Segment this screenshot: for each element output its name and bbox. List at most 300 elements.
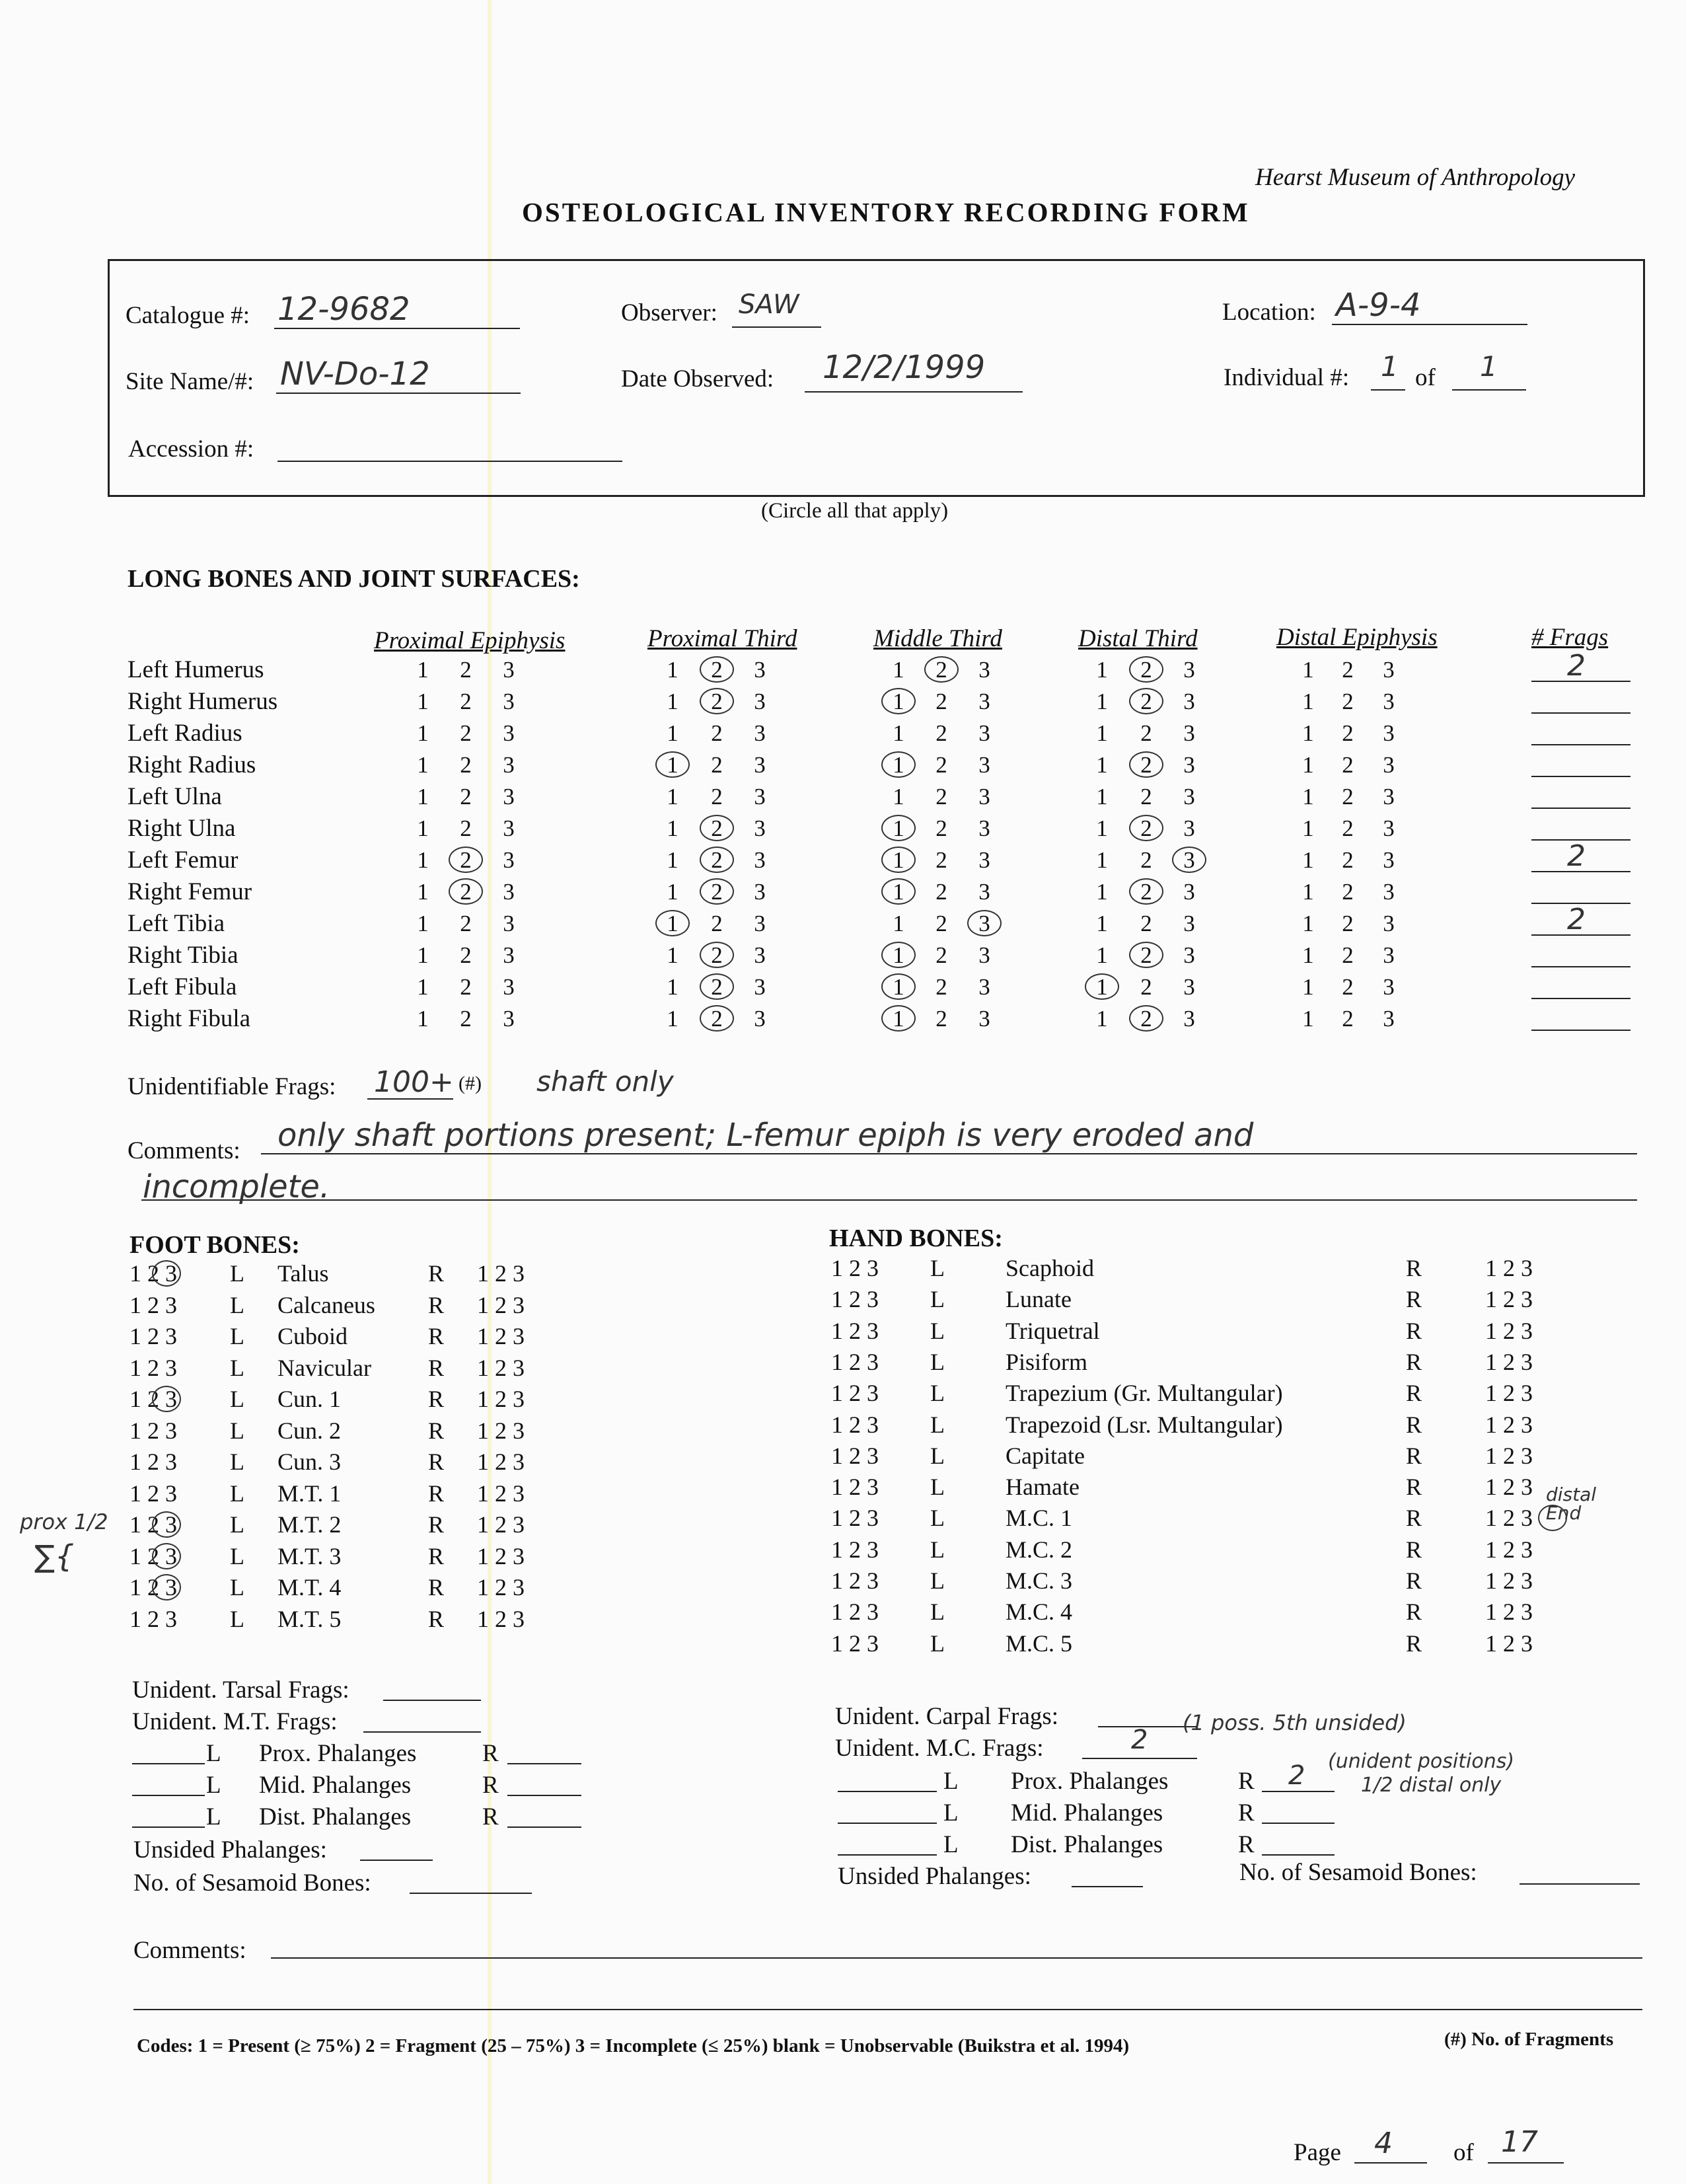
score-digit[interactable]: 2	[1140, 911, 1152, 936]
score-digit[interactable]: 1	[417, 879, 429, 905]
circled-mark	[1129, 1005, 1163, 1032]
score-digit[interactable]: 3	[1183, 847, 1195, 873]
score-digit[interactable]: 2	[935, 815, 947, 841]
score-digit[interactable]: 1	[1096, 720, 1108, 746]
score-digit[interactable]: 1	[1302, 974, 1314, 1000]
score-digit[interactable]: 2	[460, 847, 472, 873]
score-digit[interactable]: 3	[503, 911, 515, 936]
score-digit[interactable]: 2	[460, 689, 472, 714]
score-digit[interactable]: 3	[1183, 974, 1195, 1000]
frags-field[interactable]	[1531, 776, 1631, 777]
hand-left-scores[interactable]: 1 2 3	[831, 1255, 879, 1281]
score-digit[interactable]: 1	[893, 879, 904, 905]
score-digit[interactable]: 3	[503, 974, 515, 1000]
frags-field[interactable]	[1531, 744, 1631, 745]
hand-right-scores[interactable]: 1 2 3	[1485, 1505, 1533, 1531]
score-digit[interactable]: 1	[417, 657, 429, 683]
score-digit[interactable]: 3	[754, 784, 766, 810]
hand-side-l: L	[930, 1443, 945, 1469]
foot-left-scores[interactable]: 1 2 3	[129, 1417, 177, 1444]
unident-frags-field[interactable]: 100+	[374, 1065, 454, 1099]
frags-field[interactable]	[1531, 966, 1631, 967]
score-digit[interactable]: 3	[754, 657, 766, 683]
score-digit[interactable]: 2	[711, 942, 723, 968]
score-digit[interactable]: 1	[1302, 879, 1314, 905]
foot-prox-left-field[interactable]	[132, 1763, 205, 1764]
foot-left-scores[interactable]: 1 2 3	[129, 1574, 177, 1600]
score-digit[interactable]: 1	[1096, 815, 1108, 841]
score-digit[interactable]: 2	[711, 879, 723, 905]
observer-label: Observer:	[621, 299, 717, 326]
score-digit[interactable]: 2	[1140, 689, 1152, 714]
score-digit[interactable]: 2	[711, 784, 723, 810]
score-digit[interactable]: 2	[1342, 720, 1354, 746]
score-digit[interactable]: 3	[503, 1006, 515, 1032]
score-digit[interactable]: 3	[1183, 911, 1195, 936]
score-digit[interactable]: 2	[711, 974, 723, 1000]
score-digit[interactable]: 1	[417, 942, 429, 968]
circled-mark	[881, 878, 916, 905]
hand-right-scores[interactable]: 1 2 3	[1485, 1630, 1533, 1657]
score-digit[interactable]: 2	[460, 720, 472, 746]
hand-side-r: R	[1406, 1630, 1422, 1657]
hand-left-scores[interactable]: 1 2 3	[831, 1630, 879, 1657]
score-digit[interactable]: 3	[978, 752, 990, 778]
long-bone-name[interactable]: Left Femur	[128, 847, 238, 874]
observer-field[interactable]: SAW	[739, 289, 799, 320]
score-digit[interactable]: 1	[893, 1006, 904, 1032]
score-digit[interactable]: 3	[1183, 720, 1195, 746]
hand-left-scores[interactable]: 1 2 3	[831, 1599, 879, 1625]
hand-right-scores[interactable]: 1 2 3	[1485, 1380, 1533, 1406]
score-digit[interactable]: 3	[978, 911, 990, 936]
hand-prox-left-field[interactable]	[838, 1791, 937, 1792]
score-digit[interactable]: 2	[1140, 847, 1152, 873]
comments-line-2	[141, 1199, 1637, 1201]
hand-dist-left-field[interactable]	[838, 1854, 937, 1856]
footer-comments-field[interactable]	[271, 1957, 1642, 1959]
frags-field[interactable]	[1531, 998, 1631, 999]
score-digit[interactable]: 3	[754, 911, 766, 936]
score-digit[interactable]: 2	[460, 752, 472, 778]
score-digit[interactable]: 2	[1140, 879, 1152, 905]
score-digit[interactable]: 3	[754, 689, 766, 714]
score-digit[interactable]: 3	[1383, 752, 1395, 778]
score-digit[interactable]: 1	[1096, 847, 1108, 873]
hand-right-scores[interactable]: 1 2 3	[1485, 1318, 1533, 1344]
score-digit[interactable]: 2	[460, 657, 472, 683]
circled-mark	[967, 910, 1002, 936]
foot-left-scores[interactable]: 1 2 3	[129, 1355, 177, 1381]
score-digit[interactable]: 3	[978, 879, 990, 905]
score-digit[interactable]: 2	[1342, 911, 1354, 936]
score-digit[interactable]: 1	[1302, 752, 1314, 778]
frags-field[interactable]	[1531, 712, 1631, 714]
score-digit[interactable]: 3	[1183, 879, 1195, 905]
circled-mark	[1129, 878, 1163, 905]
score-digit[interactable]: 2	[1140, 974, 1152, 1000]
score-digit[interactable]: 1	[893, 657, 904, 683]
score-digit[interactable]: 3	[754, 752, 766, 778]
foot-left-scores[interactable]: 1 2 3	[129, 1386, 177, 1412]
foot-sesamoid-field[interactable]	[410, 1893, 532, 1894]
long-bone-name[interactable]: Left Humerus	[128, 656, 264, 683]
foot-right-scores[interactable]: 1 2 3	[477, 1574, 525, 1600]
score-digit[interactable]: 2	[711, 752, 723, 778]
score-digit[interactable]: 1	[1096, 911, 1108, 936]
hand-right-scores[interactable]: 1 2 3	[1485, 1286, 1533, 1312]
score-digit[interactable]: 3	[978, 1006, 990, 1032]
score-digit[interactable]: 3	[503, 657, 515, 683]
score-digit[interactable]: 1	[667, 657, 678, 683]
catalogue-field[interactable]: 12-9682	[277, 291, 410, 328]
hand-sesamoid-field[interactable]	[1520, 1883, 1640, 1885]
score-digit[interactable]: 2	[1140, 942, 1152, 968]
hand-unident-mc-field[interactable]: 2	[1131, 1725, 1148, 1755]
foot-left-scores[interactable]: 1 2 3	[129, 1480, 177, 1507]
long-bone-name[interactable]: Left Ulna	[128, 783, 222, 810]
circle-note: (Circle all that apply)	[761, 499, 949, 523]
foot-right-scores[interactable]: 1 2 3	[477, 1292, 525, 1318]
score-digit[interactable]: 1	[667, 911, 678, 936]
score-digit[interactable]: 3	[978, 974, 990, 1000]
score-digit[interactable]: 2	[1140, 720, 1152, 746]
score-digit[interactable]: 1	[417, 784, 429, 810]
score-digit[interactable]: 3	[978, 815, 990, 841]
score-digit[interactable]: 3	[754, 942, 766, 968]
score-digit[interactable]: 3	[1383, 974, 1395, 1000]
score-digit[interactable]: 3	[1383, 879, 1395, 905]
score-digit[interactable]: 3	[978, 689, 990, 714]
foot-right-scores[interactable]: 1 2 3	[477, 1260, 525, 1287]
score-digit[interactable]: 1	[893, 784, 904, 810]
page-of: of	[1453, 2139, 1474, 2166]
score-digit[interactable]: 2	[460, 942, 472, 968]
long-bone-name[interactable]: Right Radius	[128, 751, 256, 778]
frags-value[interactable]: 2	[1567, 649, 1586, 683]
score-digit[interactable]: 1	[1096, 879, 1108, 905]
score-digit[interactable]: 1	[1096, 942, 1108, 968]
score-digit[interactable]: 3	[978, 657, 990, 683]
score-digit[interactable]: 1	[667, 1006, 678, 1032]
score-digit[interactable]: 3	[1383, 784, 1395, 810]
foot-right-scores[interactable]: 1 2 3	[477, 1480, 525, 1507]
score-digit[interactable]: 2	[711, 720, 723, 746]
score-digit[interactable]: 1	[417, 720, 429, 746]
score-digit[interactable]: 2	[460, 815, 472, 841]
score-digit[interactable]: 1	[1096, 1006, 1108, 1032]
score-digit[interactable]: 3	[503, 942, 515, 968]
hand-left-scores[interactable]: 1 2 3	[831, 1412, 879, 1438]
score-digit[interactable]: 2	[935, 784, 947, 810]
hand-right-scores[interactable]: 1 2 3	[1485, 1349, 1533, 1375]
long-bone-name[interactable]: Right Humerus	[128, 688, 278, 715]
score-digit[interactable]: 1	[893, 815, 904, 841]
location-field[interactable]: A-9-4	[1336, 287, 1421, 324]
foot-bone-name: Cuboid	[277, 1323, 348, 1349]
score-digit[interactable]: 2	[935, 974, 947, 1000]
score-digit[interactable]: 1	[893, 942, 904, 968]
long-bone-name[interactable]: Right Tibia	[128, 942, 238, 969]
foot-right-scores[interactable]: 1 2 3	[477, 1386, 525, 1412]
score-digit[interactable]: 2	[1342, 689, 1354, 714]
hand-bone-name: Trapezoid (Lsr. Multangular)	[1006, 1412, 1283, 1438]
score-digit[interactable]: 2	[1342, 847, 1354, 873]
site-field[interactable]: NV-Do-12	[280, 356, 430, 393]
score-digit[interactable]: 1	[893, 974, 904, 1000]
foot-left-scores[interactable]: 1 2 3	[129, 1543, 177, 1569]
hand-left-scores[interactable]: 1 2 3	[831, 1443, 879, 1469]
score-digit[interactable]: 2	[935, 657, 947, 683]
score-digit[interactable]: 1	[1302, 657, 1314, 683]
score-digit[interactable]: 2	[460, 879, 472, 905]
foot-unident-mt-field[interactable]	[363, 1731, 481, 1733]
score-digit[interactable]: 3	[1183, 784, 1195, 810]
hand-left-scores[interactable]: 1 2 3	[831, 1349, 879, 1375]
score-digit[interactable]: 2	[711, 657, 723, 683]
foot-left-scores[interactable]: 1 2 3	[129, 1292, 177, 1318]
score-digit[interactable]: 1	[1302, 847, 1314, 873]
foot-unsided-field[interactable]	[360, 1860, 433, 1861]
score-digit[interactable]: 1	[893, 752, 904, 778]
score-digit[interactable]: 1	[893, 720, 904, 746]
score-digit[interactable]: 3	[1183, 815, 1195, 841]
hand-right-scores[interactable]: 1 2 3	[1485, 1599, 1533, 1625]
score-digit[interactable]: 3	[1183, 1006, 1195, 1032]
foot-side-r: R	[428, 1543, 445, 1569]
score-digit[interactable]: 3	[503, 879, 515, 905]
score-digit[interactable]: 3	[1383, 942, 1395, 968]
hand-right-scores[interactable]: 1 2 3	[1485, 1255, 1533, 1281]
score-digit[interactable]: 2	[935, 911, 947, 936]
hand-right-scores[interactable]: 1 2 3	[1485, 1567, 1533, 1594]
frags-field[interactable]	[1531, 808, 1631, 809]
score-digit[interactable]: 3	[1383, 847, 1395, 873]
score-digit[interactable]: 1	[1302, 815, 1314, 841]
foot-left-scores[interactable]: 1 2 3	[129, 1449, 177, 1475]
hand-mid-right-field[interactable]	[1262, 1823, 1335, 1824]
score-digit[interactable]: 2	[1140, 752, 1152, 778]
long-bone-name[interactable]: Left Tibia	[128, 910, 225, 937]
score-digit[interactable]: 2	[935, 942, 947, 968]
score-digit[interactable]: 1	[1302, 720, 1314, 746]
score-digit[interactable]: 2	[935, 752, 947, 778]
circled-mark	[1172, 847, 1206, 873]
score-digit[interactable]: 2	[1342, 657, 1354, 683]
score-digit[interactable]: 1	[417, 815, 429, 841]
score-digit[interactable]: 1	[667, 815, 678, 841]
frags-field[interactable]	[1531, 1030, 1631, 1031]
hand-left-scores[interactable]: 1 2 3	[831, 1536, 879, 1563]
score-digit[interactable]: 3	[1183, 942, 1195, 968]
score-digit[interactable]: 1	[417, 1006, 429, 1032]
score-digit[interactable]: 1	[667, 942, 678, 968]
score-digit[interactable]: 3	[503, 815, 515, 841]
score-digit[interactable]: 3	[503, 847, 515, 873]
score-digit[interactable]: 2	[1342, 1006, 1354, 1032]
score-digit[interactable]: 1	[667, 879, 678, 905]
long-bone-name[interactable]: Right Ulna	[128, 815, 236, 842]
score-digit[interactable]: 1	[667, 784, 678, 810]
foot-unident-tarsal-field[interactable]	[383, 1700, 481, 1701]
score-digit[interactable]: 2	[1140, 1006, 1152, 1032]
score-digit[interactable]: 2	[460, 974, 472, 1000]
score-digit[interactable]: 2	[1342, 942, 1354, 968]
foot-right-scores[interactable]: 1 2 3	[477, 1511, 525, 1538]
score-digit[interactable]: 1	[1096, 657, 1108, 683]
score-digit[interactable]: 2	[935, 689, 947, 714]
score-digit[interactable]: 3	[1383, 815, 1395, 841]
score-digit[interactable]: 1	[417, 689, 429, 714]
score-digit[interactable]: 1	[667, 847, 678, 873]
score-digit[interactable]: 3	[1383, 911, 1395, 936]
circled-mark	[449, 847, 483, 873]
score-digit[interactable]: 1	[1302, 942, 1314, 968]
hand-left-scores[interactable]: 1 2 3	[831, 1318, 879, 1344]
foot-right-scores[interactable]: 1 2 3	[477, 1355, 525, 1381]
score-digit[interactable]: 1	[667, 720, 678, 746]
hand-left-scores[interactable]: 1 2 3	[831, 1567, 879, 1594]
foot-right-scores[interactable]: 1 2 3	[477, 1323, 525, 1349]
date-field[interactable]: 12/2/1999	[823, 349, 986, 386]
hand-left-scores[interactable]: 1 2 3	[831, 1380, 879, 1406]
foot-right-scores[interactable]: 1 2 3	[477, 1449, 525, 1475]
score-digit[interactable]: 1	[417, 752, 429, 778]
score-digit[interactable]: 2	[711, 689, 723, 714]
foot-right-scores[interactable]: 1 2 3	[477, 1606, 525, 1632]
score-digit[interactable]: 1	[1302, 689, 1314, 714]
score-digit[interactable]: 2	[935, 1006, 947, 1032]
foot-dist-right-field[interactable]	[507, 1826, 581, 1828]
score-digit[interactable]: 1	[1096, 752, 1108, 778]
score-digit[interactable]: 1	[1096, 784, 1108, 810]
hand-right-scores[interactable]: 1 2 3	[1485, 1474, 1533, 1500]
foot-left-scores[interactable]: 1 2 3	[129, 1260, 177, 1287]
foot-right-scores[interactable]: 1 2 3	[477, 1543, 525, 1569]
foot-left-scores[interactable]: 1 2 3	[129, 1606, 177, 1632]
score-digit[interactable]: 1	[1096, 689, 1108, 714]
hand-bone-name: M.C. 4	[1006, 1599, 1073, 1625]
score-digit[interactable]: 3	[1383, 689, 1395, 714]
score-digit[interactable]: 2	[711, 847, 723, 873]
foot-mid-left-field[interactable]	[132, 1795, 205, 1796]
score-digit[interactable]: 2	[1342, 815, 1354, 841]
score-digit[interactable]: 2	[711, 911, 723, 936]
score-digit[interactable]: 3	[978, 784, 990, 810]
score-digit[interactable]: 3	[978, 942, 990, 968]
score-digit[interactable]: 3	[1383, 1006, 1395, 1032]
score-digit[interactable]: 1	[417, 847, 429, 873]
foot-right-scores[interactable]: 1 2 3	[477, 1417, 525, 1444]
score-digit[interactable]: 3	[1183, 752, 1195, 778]
score-digit[interactable]: 3	[754, 815, 766, 841]
score-digit[interactable]: 1	[893, 847, 904, 873]
score-digit[interactable]: 3	[1383, 720, 1395, 746]
individual-field[interactable]: 1	[1381, 350, 1399, 383]
score-digit[interactable]: 2	[935, 720, 947, 746]
score-digit[interactable]: 3	[978, 720, 990, 746]
score-digit[interactable]: 2	[460, 911, 472, 936]
individual-line	[1371, 389, 1405, 391]
score-digit[interactable]: 2	[711, 815, 723, 841]
score-digit[interactable]: 2	[711, 1006, 723, 1032]
hand-right-scores[interactable]: 1 2 3	[1485, 1443, 1533, 1469]
score-digit[interactable]: 1	[893, 689, 904, 714]
score-digit[interactable]: 1	[893, 911, 904, 936]
hand-dist-right-field[interactable]	[1262, 1854, 1335, 1856]
hand-left-scores[interactable]: 1 2 3	[831, 1505, 879, 1531]
score-digit[interactable]: 3	[503, 752, 515, 778]
foot-left-scores[interactable]: 1 2 3	[129, 1323, 177, 1349]
hand-left-scores[interactable]: 1 2 3	[831, 1286, 879, 1312]
hand-left-scores[interactable]: 1 2 3	[831, 1474, 879, 1500]
score-digit[interactable]: 3	[503, 784, 515, 810]
hand-unsided-field[interactable]	[1072, 1886, 1143, 1887]
score-digit[interactable]: 2	[1342, 752, 1354, 778]
comments-text-1[interactable]: only shaft portions present; L-femur epiph is very eroded and	[277, 1117, 1254, 1154]
score-digit[interactable]: 2	[460, 1006, 472, 1032]
individual-total-field[interactable]: 1	[1480, 350, 1498, 383]
score-digit[interactable]: 1	[417, 974, 429, 1000]
score-digit[interactable]: 2	[460, 784, 472, 810]
accession-field[interactable]	[277, 461, 622, 462]
score-digit[interactable]: 2	[1140, 657, 1152, 683]
score-digit[interactable]: 1	[1302, 784, 1314, 810]
long-bone-name[interactable]: Right Fibula	[128, 1005, 251, 1032]
score-digit[interactable]: 3	[754, 720, 766, 746]
score-digit[interactable]: 2	[935, 879, 947, 905]
foot-left-scores[interactable]: 1 2 3	[129, 1511, 177, 1538]
score-digit[interactable]: 3	[1183, 689, 1195, 714]
score-digit[interactable]: 3	[754, 974, 766, 1000]
score-digit[interactable]: 3	[503, 720, 515, 746]
score-digit[interactable]: 1	[1302, 911, 1314, 936]
score-digit[interactable]: 1	[1096, 974, 1108, 1000]
score-digit[interactable]: 1	[417, 911, 429, 936]
foot-mid-right-field[interactable]	[507, 1795, 581, 1796]
score-digit[interactable]: 3	[1183, 657, 1195, 683]
score-digit[interactable]: 1	[1302, 1006, 1314, 1032]
score-digit[interactable]: 2	[1342, 784, 1354, 810]
long-bone-name[interactable]: Left Fibula	[128, 973, 237, 1000]
score-digit[interactable]: 2	[1342, 879, 1354, 905]
score-digit[interactable]: 2	[1140, 784, 1152, 810]
frags-value[interactable]: 2	[1567, 839, 1586, 873]
hand-mid-left-field[interactable]	[838, 1823, 937, 1824]
foot-prox-right-field[interactable]	[507, 1763, 581, 1764]
hand-right-scores[interactable]: 1 2 3	[1485, 1412, 1533, 1438]
score-digit[interactable]: 3	[754, 847, 766, 873]
score-digit[interactable]: 3	[1383, 657, 1395, 683]
score-digit[interactable]: 3	[754, 1006, 766, 1032]
hand-prox-right-field[interactable]: 2	[1288, 1760, 1305, 1791]
score-digit[interactable]: 2	[1140, 815, 1152, 841]
frags-value[interactable]: 2	[1567, 903, 1586, 936]
comments-text-2[interactable]: incomplete.	[143, 1168, 330, 1205]
score-digit[interactable]: 2	[935, 847, 947, 873]
score-digit[interactable]: 3	[754, 879, 766, 905]
hand-right-scores[interactable]: 1 2 3	[1485, 1536, 1533, 1563]
score-digit[interactable]: 1	[667, 974, 678, 1000]
score-digit[interactable]: 2	[1342, 974, 1354, 1000]
foot-dist-left-field[interactable]	[132, 1826, 205, 1828]
long-bone-name[interactable]: Left Radius	[128, 720, 242, 747]
score-digit[interactable]: 3	[503, 689, 515, 714]
score-digit[interactable]: 1	[667, 689, 678, 714]
score-digit[interactable]: 1	[667, 752, 678, 778]
score-digit[interactable]: 3	[978, 847, 990, 873]
long-bone-name[interactable]: Right Femur	[128, 878, 252, 905]
